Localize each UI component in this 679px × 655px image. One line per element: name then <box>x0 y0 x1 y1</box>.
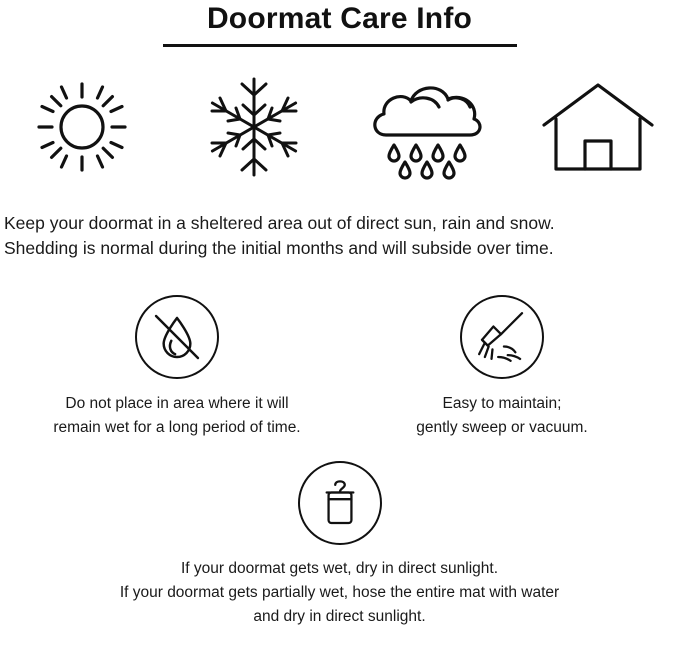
sun-icon <box>20 69 144 185</box>
tip-dry-in-sunlight-caption <box>120 557 559 629</box>
house-icon <box>536 69 660 185</box>
title-block <box>0 0 679 47</box>
title-underline-divider <box>163 44 517 47</box>
snowflake-icon <box>192 69 316 185</box>
bottom-line-3: and dry in direct sunlight. <box>253 607 426 625</box>
lead-paragraph <box>0 211 679 262</box>
lead-line-2: Shedding is normal during the initial months and will subside over time. <box>4 237 554 258</box>
tip-line-2: gently sweep or vacuum. <box>416 418 588 436</box>
tip-no-standing-water <box>22 295 332 439</box>
tip-line-2: remain wet for a long period of time. <box>53 418 301 436</box>
page-title: Doormat Care Info <box>206 2 473 35</box>
tip-easy-maintain-caption <box>416 392 587 439</box>
hang-to-dry-icon <box>298 461 382 545</box>
tip-dry-in-sunlight <box>0 461 679 629</box>
tip-line-1: Easy to maintain; <box>442 395 562 413</box>
tip-easy-maintain <box>347 295 657 439</box>
rain-cloud-icon <box>364 69 488 185</box>
tip-no-standing-water-caption <box>53 392 300 439</box>
broom-sweep-icon <box>460 295 544 379</box>
tip-line-1: Do not place in area where it will <box>65 395 289 413</box>
no-water-icon <box>135 295 219 379</box>
weather-icon-row <box>0 69 679 185</box>
bottom-line-1: If your doormat gets wet, dry in direct sunlight. <box>180 559 499 577</box>
tips-row <box>0 295 679 439</box>
bottom-line-2: If your doormat gets partially wet, hose the entire mat with water <box>119 583 560 601</box>
lead-line-1: Keep your doormat in a sheltered area out of direct sun, rain and snow. <box>4 212 555 233</box>
